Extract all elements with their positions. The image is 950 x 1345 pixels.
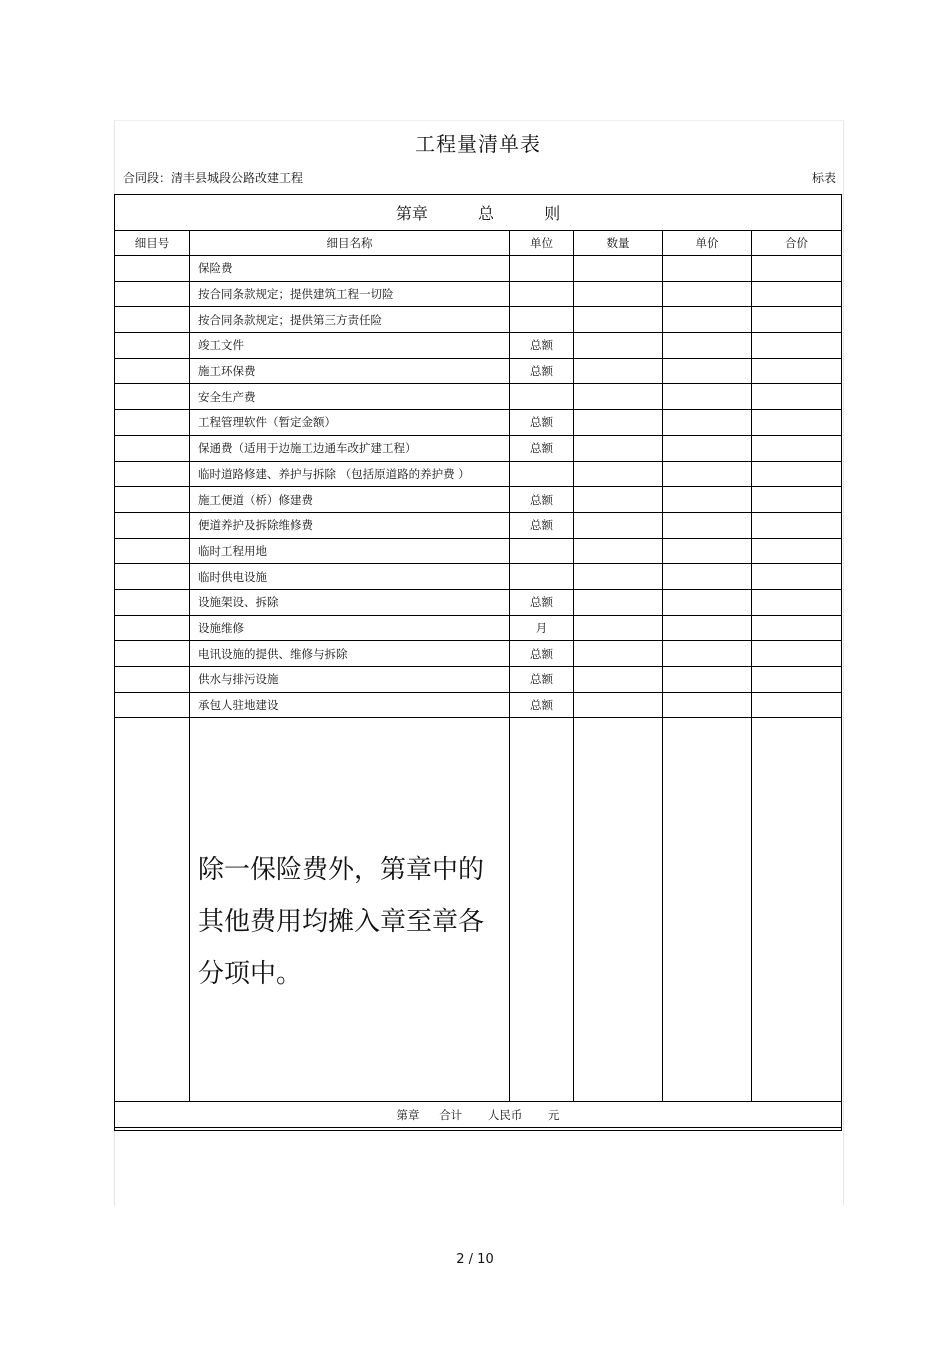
- item-unit-cell: [510, 461, 574, 487]
- item-name-cell: 电讯设施的提供、维修与拆除: [190, 641, 510, 667]
- item-unit-price-cell: [663, 358, 752, 384]
- item-quantity-cell: [574, 256, 663, 282]
- item-no-cell: [115, 538, 190, 564]
- item-name-cell: 安全生产费: [190, 384, 510, 410]
- item-amount-cell: [752, 384, 842, 410]
- item-unit-cell: [510, 538, 574, 564]
- chapter-heading: [115, 195, 842, 231]
- item-unit-price-cell: [663, 307, 752, 333]
- total-currency: 人民币: [487, 1107, 523, 1122]
- table-row: [115, 384, 842, 410]
- note-cell-qty: [574, 718, 663, 1102]
- item-amount-cell: [752, 538, 842, 564]
- item-unit-price-cell: [663, 512, 752, 538]
- total-chapter: 第章: [396, 1107, 420, 1122]
- item-quantity-cell: [574, 333, 663, 359]
- item-unit-cell: [510, 281, 574, 307]
- table-row: [115, 538, 842, 564]
- chapter-word-2: 则: [544, 204, 561, 223]
- col-header-amount: 合价: [752, 231, 842, 256]
- note-cell-amount: [752, 718, 842, 1102]
- item-no-cell: [115, 307, 190, 333]
- contract-section-label: 合同段：清丰县城段公路改建工程: [123, 171, 304, 185]
- item-amount-cell: [752, 641, 842, 667]
- item-unit-cell: 总额: [510, 358, 574, 384]
- item-amount-cell: [752, 307, 842, 333]
- item-unit-price-cell: [663, 461, 752, 487]
- item-name-cell: 临时供电设施: [190, 564, 510, 590]
- item-no-cell: [115, 564, 190, 590]
- item-unit-price-cell: [663, 667, 752, 693]
- table-row: [115, 410, 842, 436]
- item-name-cell: 设施维修: [190, 615, 510, 641]
- item-no-cell: [115, 692, 190, 718]
- item-quantity-cell: [574, 564, 663, 590]
- table-row: [115, 589, 842, 615]
- item-unit-price-cell: [663, 281, 752, 307]
- table-row: [115, 615, 842, 641]
- item-no-cell: [115, 435, 190, 461]
- item-unit-cell: [510, 384, 574, 410]
- item-name-cell: 临时工程用地: [190, 538, 510, 564]
- item-no-cell: [115, 589, 190, 615]
- item-amount-cell: [752, 358, 842, 384]
- table-row: [115, 281, 842, 307]
- item-name-cell: 临时道路修建、养护与拆除 （包括原道路的养护费 ）: [190, 461, 510, 487]
- item-unit-cell: 总额: [510, 333, 574, 359]
- table-row: [115, 256, 842, 282]
- col-header-unit: 单位: [510, 231, 574, 256]
- item-rows: [115, 256, 842, 718]
- item-quantity-cell: [574, 615, 663, 641]
- item-quantity-cell: [574, 410, 663, 436]
- table-row: [115, 461, 842, 487]
- chapter-note: 除一保险费外，第章中的其他费用均摊入章至章各分项中。: [198, 855, 485, 990]
- table-row: [115, 512, 842, 538]
- note-cell: [190, 718, 510, 1102]
- item-no-cell: [115, 667, 190, 693]
- item-amount-cell: [752, 435, 842, 461]
- col-header-item-name: 细目名称: [190, 231, 510, 256]
- page-number: 2 / 10: [456, 1252, 494, 1267]
- table-row: [115, 667, 842, 693]
- item-unit-cell: 总额: [510, 410, 574, 436]
- item-quantity-cell: [574, 384, 663, 410]
- item-no-cell: [115, 281, 190, 307]
- item-unit-price-cell: [663, 538, 752, 564]
- table-row: [115, 358, 842, 384]
- col-header-unit-price: 单价: [663, 231, 752, 256]
- item-amount-cell: [752, 410, 842, 436]
- item-no-cell: [115, 384, 190, 410]
- chapter-total: [115, 1102, 842, 1128]
- table-row: [115, 564, 842, 590]
- item-name-cell: 按合同条款规定；提供建筑工程一切险: [190, 281, 510, 307]
- item-unit-price-cell: [663, 564, 752, 590]
- note-cell-no: [115, 718, 190, 1102]
- item-amount-cell: [752, 333, 842, 359]
- bill-of-quantities-table: [114, 194, 842, 1128]
- item-amount-cell: [752, 487, 842, 513]
- item-unit-cell: 总额: [510, 435, 574, 461]
- item-name-cell: 施工便道（桥）修建费: [190, 487, 510, 513]
- item-unit-price-cell: [663, 641, 752, 667]
- item-unit-price-cell: [663, 333, 752, 359]
- item-quantity-cell: [574, 538, 663, 564]
- table-row: [115, 435, 842, 461]
- item-amount-cell: [752, 692, 842, 718]
- item-no-cell: [115, 487, 190, 513]
- item-quantity-cell: [574, 641, 663, 667]
- item-unit-cell: [510, 307, 574, 333]
- item-unit-cell: 总额: [510, 589, 574, 615]
- table-row: [115, 333, 842, 359]
- table-row: [115, 307, 842, 333]
- item-name-cell: 设施架设、拆除: [190, 589, 510, 615]
- item-no-cell: [115, 461, 190, 487]
- item-unit-cell: 总额: [510, 487, 574, 513]
- item-amount-cell: [752, 589, 842, 615]
- document-title: 工程量清单表: [415, 132, 541, 156]
- item-unit-cell: 总额: [510, 641, 574, 667]
- item-unit-price-cell: [663, 589, 752, 615]
- item-no-cell: [115, 641, 190, 667]
- chapter-word-1: 总: [478, 204, 495, 223]
- item-no-cell: [115, 410, 190, 436]
- item-unit-price-cell: [663, 384, 752, 410]
- item-quantity-cell: [574, 435, 663, 461]
- item-unit-price-cell: [663, 692, 752, 718]
- item-name-cell: 供水与排污设施: [190, 667, 510, 693]
- item-no-cell: [115, 256, 190, 282]
- item-name-cell: 施工环保费: [190, 358, 510, 384]
- item-unit-cell: 总额: [510, 692, 574, 718]
- col-header-quantity: 数量: [574, 231, 663, 256]
- section-tag: 标表: [811, 171, 836, 185]
- item-no-cell: [115, 358, 190, 384]
- col-header-item-no: 细目号: [115, 231, 190, 256]
- item-unit-cell: 月: [510, 615, 574, 641]
- item-quantity-cell: [574, 487, 663, 513]
- item-name-cell: 竣工文件: [190, 333, 510, 359]
- item-name-cell: 按合同条款规定；提供第三方责任险: [190, 307, 510, 333]
- item-amount-cell: [752, 281, 842, 307]
- chapter-label: 第章: [395, 204, 428, 223]
- item-name-cell: 承包人驻地建设: [190, 692, 510, 718]
- total-label: 合计: [439, 1107, 463, 1122]
- item-unit-cell: [510, 256, 574, 282]
- item-amount-cell: [752, 512, 842, 538]
- item-quantity-cell: [574, 358, 663, 384]
- total-unit: 元: [548, 1107, 560, 1122]
- item-unit-price-cell: [663, 410, 752, 436]
- item-no-cell: [115, 615, 190, 641]
- item-name-cell: 保险费: [190, 256, 510, 282]
- item-unit-price-cell: [663, 487, 752, 513]
- item-amount-cell: [752, 667, 842, 693]
- item-unit-cell: [510, 564, 574, 590]
- item-amount-cell: [752, 256, 842, 282]
- table-row: [115, 692, 842, 718]
- item-name-cell: 保通费（适用于边施工边通车改扩建工程）: [190, 435, 510, 461]
- item-amount-cell: [752, 461, 842, 487]
- item-quantity-cell: [574, 692, 663, 718]
- note-cell-unit: [510, 718, 574, 1102]
- item-quantity-cell: [574, 307, 663, 333]
- item-quantity-cell: [574, 461, 663, 487]
- item-no-cell: [115, 333, 190, 359]
- note-cell-price: [663, 718, 752, 1102]
- item-no-cell: [115, 512, 190, 538]
- note-row: [115, 718, 842, 1102]
- item-unit-price-cell: [663, 256, 752, 282]
- item-quantity-cell: [574, 667, 663, 693]
- item-unit-price-cell: [663, 435, 752, 461]
- item-quantity-cell: [574, 281, 663, 307]
- chapter-row: [115, 195, 842, 231]
- item-unit-cell: 总额: [510, 512, 574, 538]
- item-amount-cell: [752, 564, 842, 590]
- item-unit-price-cell: [663, 615, 752, 641]
- item-amount-cell: [752, 615, 842, 641]
- table-row: [115, 641, 842, 667]
- item-name-cell: 便道养护及拆除维修费: [190, 512, 510, 538]
- table-row: [115, 487, 842, 513]
- item-quantity-cell: [574, 512, 663, 538]
- total-row: [115, 1102, 842, 1128]
- item-quantity-cell: [574, 589, 663, 615]
- item-name-cell: 工程管理软件（暂定金额）: [190, 410, 510, 436]
- header-row: [115, 231, 842, 256]
- item-unit-cell: 总额: [510, 667, 574, 693]
